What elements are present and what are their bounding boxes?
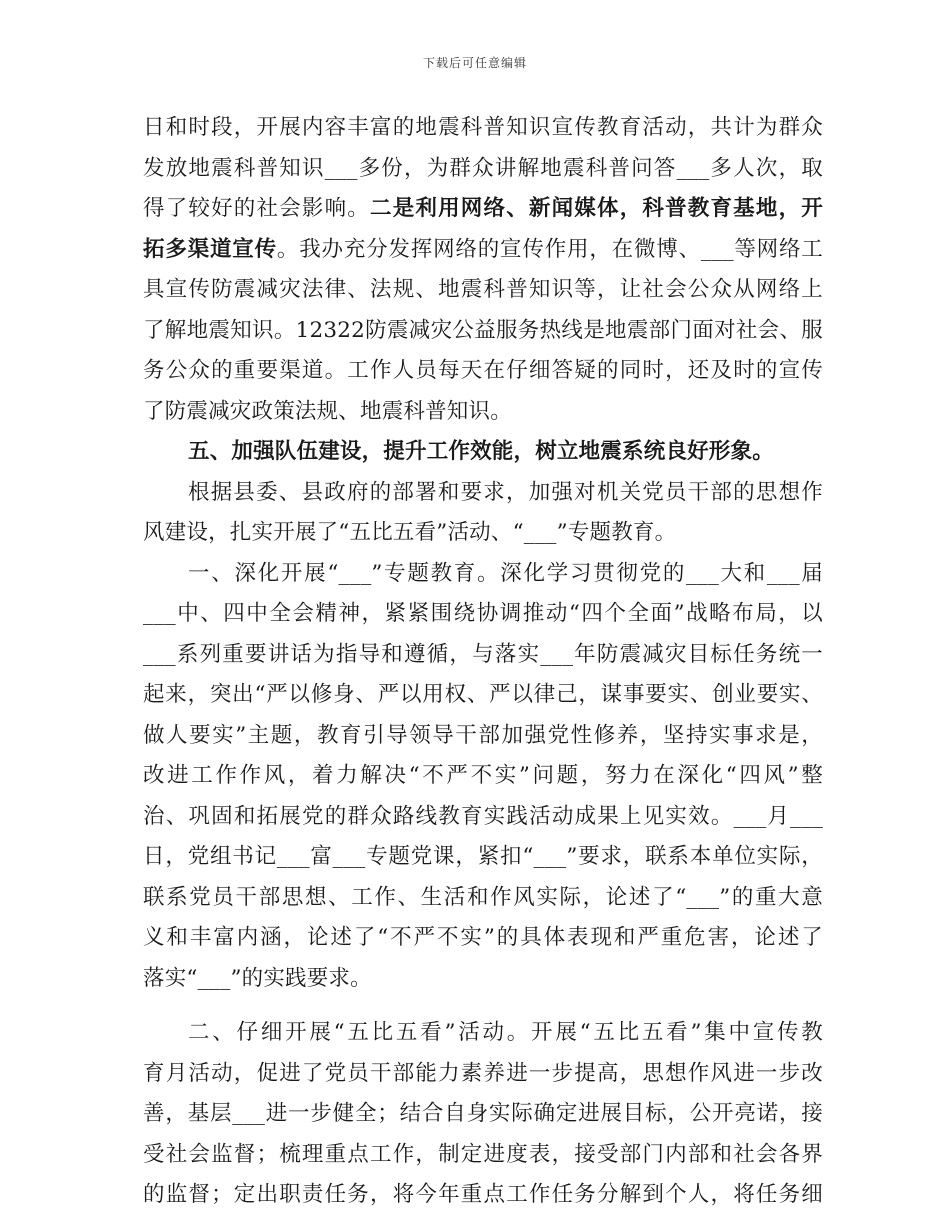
paragraph-line: 了防震减灾政策法规、地震科普知识。 [143, 398, 512, 424]
line-text: 。我办充分发挥网络的宣传作用，在微博、___等网络工 [276, 236, 824, 262]
paragraph-line: 受社会监督；梳理重点工作，制定进度表，接受部门内部和社会各界 [143, 1141, 823, 1167]
paragraph-line: 务公众的重要渠道。工作人员每天在仔细答疑的同时，还及时的宣传 [143, 358, 823, 383]
paragraph-line: 二、仔细开展“五比五看”活动。开展“五比五看”集中宣传教 [188, 1020, 823, 1045]
paragraph-line: ___系列重要讲话为指导和遵循，与落实___年防震减灾目标任务统一 [143, 641, 823, 667]
paragraph-line: 改进工作作风，着力解决“不严不实”问题，努力在深化“四风”整 [143, 763, 823, 788]
paragraph-gap [143, 999, 823, 1013]
paragraph-line: 日和时段，开展内容丰富的地震科普知识宣传教育活动，共计为群众 [143, 115, 823, 140]
paragraph-line: 根据县委、县政府的部署和要求，加强对机关党员干部的思想作 [188, 479, 823, 505]
paragraph-line: 日，党组书记___富___专题党课，紧扣“___”要求，联系本单位实际， [143, 844, 823, 869]
paragraph-line: 一、深化开展“___”专题教育。深化学习贯彻党的___大和___届 [188, 560, 823, 586]
bold-text: 拓多渠道宣传 [143, 236, 277, 262]
paragraph-line: 起来，突出“严以修身、严以用权、严以律己，谋事要实、创业要实、 [143, 682, 823, 707]
line-text: 得了较好的社会影响。 [143, 196, 370, 221]
paragraph-line: 发放地震科普知识___多份，为群众讲解地震科普问答___多人次，取 [143, 155, 823, 181]
paragraph-line [143, 189, 823, 230]
paragraph-line: 做人要实”主题，教育引导领导干部加强党性修养，坚持实事求是， [143, 722, 823, 748]
paragraph-line: 治、巩固和拓展党的群众路线教育实践活动成果上见实效。___月___ [143, 803, 823, 829]
paragraph-line: 义和丰富内涵，论述了“不严不实”的具体表现和严重危害，论述了 [143, 925, 823, 950]
paragraph-line [143, 230, 823, 271]
paragraph-line: 的监督；定出职责任务，将今年重点工作任务分解到个人，将任务细 [143, 1182, 823, 1207]
paragraph-line: ___中、四中全会精神，紧紧围绕协调推动“四个全面”战略布局，以 [143, 601, 823, 626]
page-header-note: 下载后可任意编辑 [422, 56, 527, 70]
paragraph-line: 联系党员干部思想、工作、生活和作风实际，论述了“___”的重大意 [143, 884, 823, 910]
document-body [143, 108, 823, 1216]
paragraph-line: 善，基层___进一步健全；结合自身实际确定进展目标，公开亮诺，接 [143, 1101, 823, 1126]
bold-text: 二是利用网络、新闻媒体，科普教育基地，开 [370, 196, 823, 221]
section-heading: 五、加强队伍建设，提升工作效能，树立地震系统良好形象。 [188, 439, 774, 464]
paragraph-line: 风建设，扎实开展了“五比五看”活动、“___”专题教育。 [143, 520, 677, 545]
paragraph-line: 了解地震知识。12322防震减灾公益服务热线是地震部门面对社会、服 [143, 317, 823, 343]
paragraph-line: 育月活动，促进了党员干部能力素养进一步提高，思想作风进一步改 [143, 1060, 823, 1086]
paragraph-line: 落实“___”的实践要求。 [143, 965, 372, 991]
paragraph-line: 具宣传防震减灾法律、法规、地震科普知识等，让社会公众从网络上 [143, 277, 823, 302]
